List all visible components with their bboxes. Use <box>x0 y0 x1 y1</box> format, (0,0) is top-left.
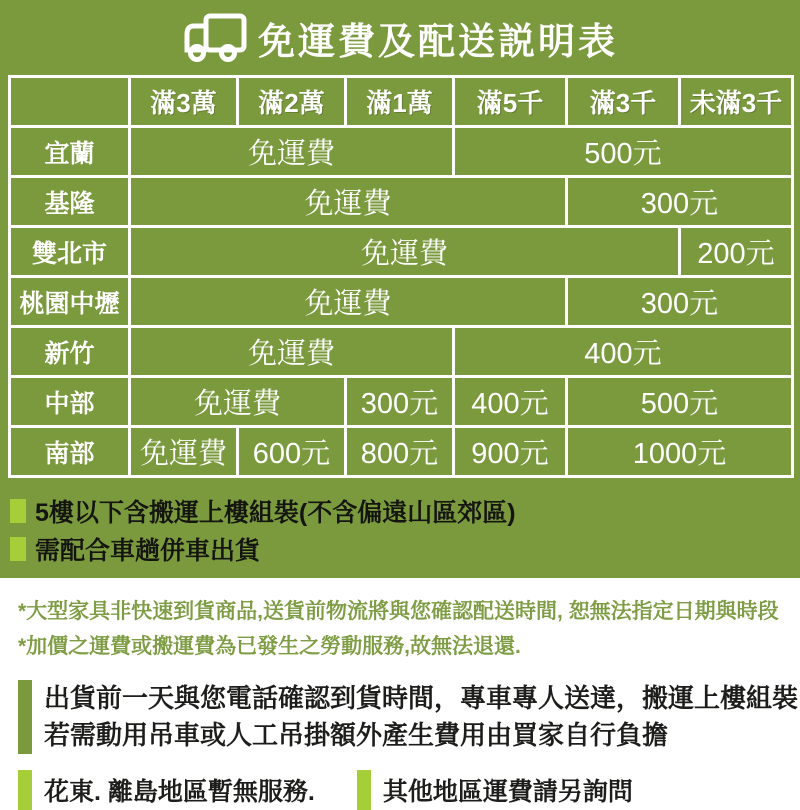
fee-cell: 免運費 <box>130 177 567 227</box>
region-label: 宜蘭 <box>10 127 130 177</box>
fee-cell: 600元 <box>238 427 346 477</box>
white-section <box>0 578 800 810</box>
fee-cell: 400元 <box>454 327 793 377</box>
bullet-square-icon <box>10 499 26 523</box>
fee-cell: 免運費 <box>130 277 567 327</box>
delivery-note-line: 若需動用吊車或人工吊掛額外產生費用由買家自行負擔 <box>44 720 669 750</box>
region-label: 桃園中壢 <box>10 277 130 327</box>
fee-row-4 <box>10 327 793 377</box>
region-label: 中部 <box>10 377 130 427</box>
fee-cell: 免運費 <box>130 327 454 377</box>
delivery-note-text <box>44 680 798 754</box>
green-bar-icon <box>18 770 32 810</box>
region-label: 基隆 <box>10 177 130 227</box>
fee-cell: 500元 <box>454 127 793 177</box>
fee-cell: 1000元 <box>567 427 793 477</box>
fee-cell: 800元 <box>346 427 454 477</box>
fee-cell: 300元 <box>567 177 793 227</box>
region-label: 雙北市 <box>10 227 130 277</box>
footer-note-item <box>357 770 633 810</box>
fee-cell: 免運費 <box>130 227 680 277</box>
fee-cell: 400元 <box>454 377 567 427</box>
fee-cell: 200元 <box>680 227 793 277</box>
fine-print-line: *加價之運費或搬運費為已發生之勞動服務,故無法退還. <box>18 635 521 658</box>
green-note-text: 5樓以下含搬運上樓組裝(不含偏遠山區郊區) <box>35 499 516 527</box>
footer-notes <box>18 770 800 810</box>
header-cell-5: 滿3千 <box>567 77 680 127</box>
bullet-square-icon <box>10 537 26 561</box>
fee-cell: 900元 <box>454 427 567 477</box>
fee-table-header-row <box>10 77 793 127</box>
delivery-note-line: 出貨前一天與您電話確認到貨時間，專車專人送達，搬運上樓組裝 <box>44 683 799 713</box>
fee-cell: 免運費 <box>130 377 346 427</box>
green-bar-icon <box>18 680 32 754</box>
fee-row-5 <box>10 377 793 427</box>
header-cell-6: 未滿3千 <box>680 77 793 127</box>
green-note-item <box>10 492 800 530</box>
footer-note-text: 花東. 離島地區暫無服務. <box>44 778 315 806</box>
header-cell-2: 滿2萬 <box>238 77 346 127</box>
fee-cell: 300元 <box>346 377 454 427</box>
green-note-item <box>10 530 800 568</box>
fee-table-body <box>10 127 793 477</box>
fee-row-1 <box>10 177 793 227</box>
green-notes-list <box>0 478 800 568</box>
fee-row-6 <box>10 427 793 477</box>
header-cell-4: 滿5千 <box>454 77 567 127</box>
fee-cell: 500元 <box>567 377 793 427</box>
footer-note-text: 其他地區運費請另詢問 <box>382 778 633 806</box>
fee-table-header <box>10 77 793 127</box>
header-cell-1: 滿3萬 <box>130 77 238 127</box>
fee-row-3 <box>10 277 793 327</box>
footer-note-item <box>18 770 315 810</box>
header-cell-3: 滿1萬 <box>346 77 454 127</box>
region-label: 南部 <box>10 427 130 477</box>
fine-print-line: *大型家具非快速到貨商品,送貨前物流將與您確認配送時間, 恕無法指定日期與時段 <box>18 600 779 623</box>
fee-cell: 免運費 <box>130 127 454 177</box>
fee-cell: 300元 <box>567 277 793 327</box>
delivery-note <box>18 680 800 754</box>
fee-row-2 <box>10 227 793 277</box>
corner-cell <box>10 77 130 127</box>
title-bar <box>0 0 800 75</box>
fee-row-0 <box>10 127 793 177</box>
green-note-text: 需配合車趟併車出貨 <box>35 537 261 565</box>
truck-icon <box>182 13 248 63</box>
shipping-fee-table <box>8 75 794 478</box>
page-title: 免運費及配送説明表 <box>258 20 618 62</box>
green-bar-icon <box>357 770 371 810</box>
fee-cell: 免運費 <box>130 427 238 477</box>
fine-print <box>0 578 800 664</box>
region-label: 新竹 <box>10 327 130 377</box>
